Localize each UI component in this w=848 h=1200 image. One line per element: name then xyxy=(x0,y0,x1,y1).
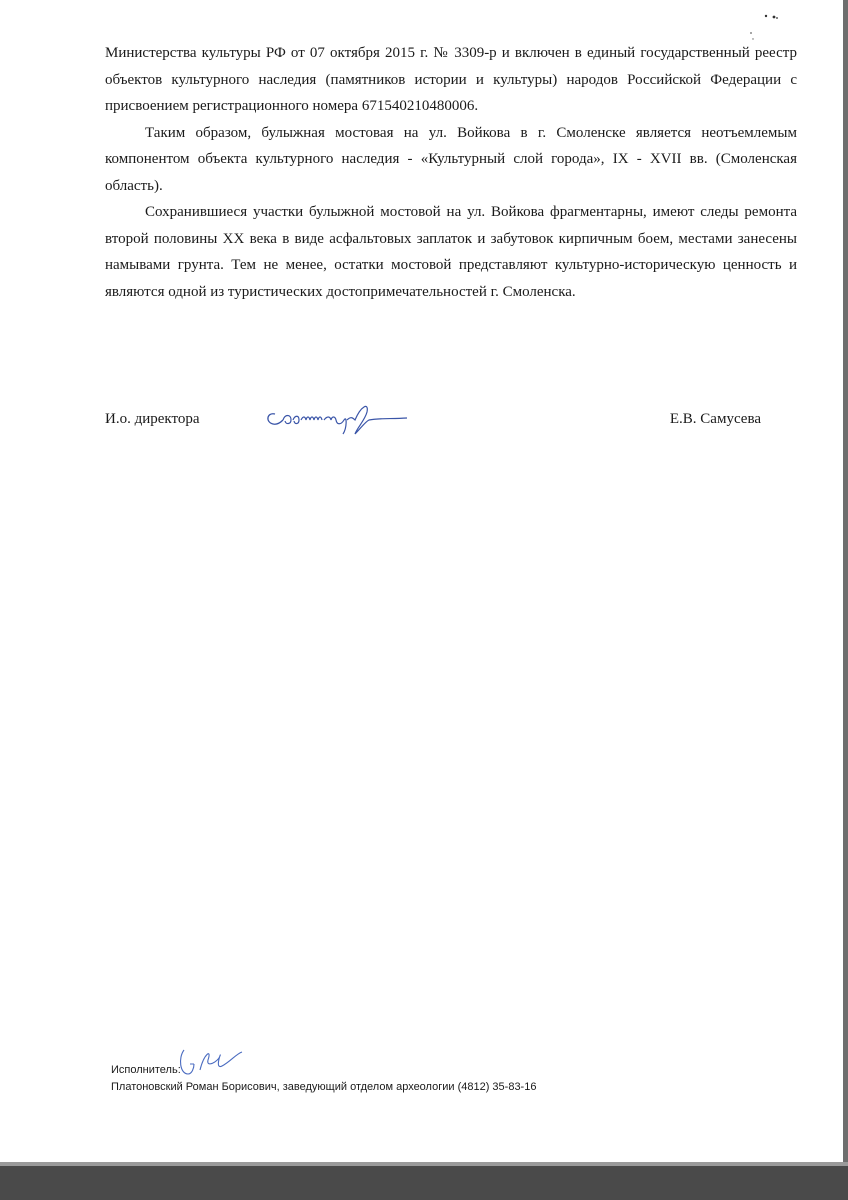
executor-details: Платоновский Роман Борисович, заведующий отделом археологии (4812) 35-83-16 xyxy=(111,1081,537,1093)
signatory-role: И.о. директора xyxy=(105,411,200,427)
handwritten-signature xyxy=(261,398,411,438)
executor-label: Исполнитель: xyxy=(111,1064,181,1076)
paragraph-condition: Сохранившиеся участки булыжной мостовой на ул. Войкова фрагментарны, имеют следы ремонта второй половины XX века в виде асфальтовых заплаток и забутовок кирпичным боем, местами занесены намывами грунта. Тем не менее, остатки мостовой представляют культурно-историческую ценность и являются одной из туристических достопримечательностей г. Смоленска. xyxy=(105,204,797,300)
scan-border-bottom xyxy=(0,1166,848,1200)
document-body xyxy=(105,40,797,305)
paragraph-conclusion: Таким образом, булыжная мостовая на ул. Войкова в г. Смоленске является неотъемлемым компонентом объекта культурного наследия - «Культурный слой города», IX - XVII вв. (Смоленская область). xyxy=(105,124,797,194)
paragraph-registry: Министерства культуры РФ от 07 октября 2015 г. № 3309-р и включен в единый государственный реестр объектов культурного наследия (памятников истории и культуры) народов Российской Федерации с присвоением регистрационного номера 671540210480006. xyxy=(105,45,797,114)
signatory-name: Е.В. Самусева xyxy=(669,411,761,427)
signature-block xyxy=(105,398,797,438)
executor-block xyxy=(111,1062,536,1096)
scan-border-right xyxy=(843,0,848,1200)
